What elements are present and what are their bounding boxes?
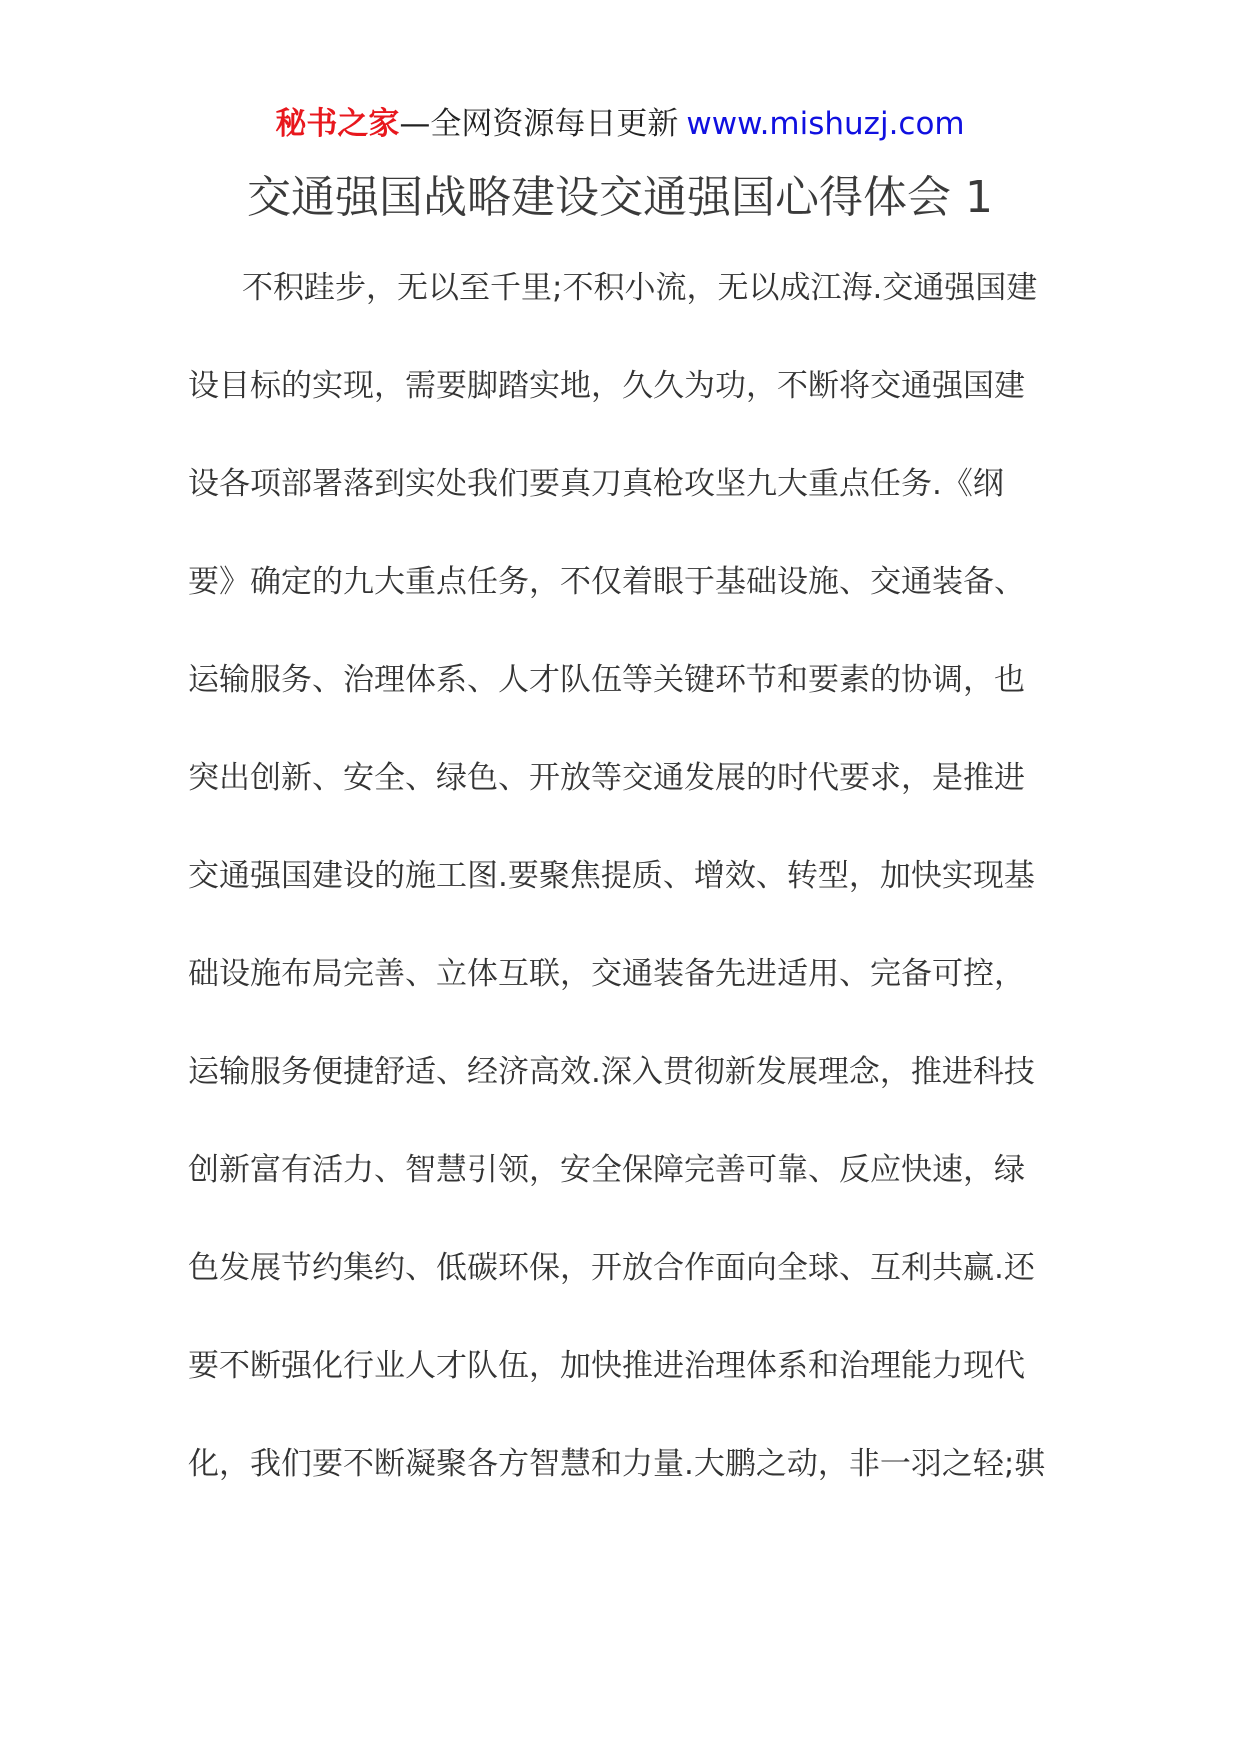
body-line: 要》确定的九大重点任务，不仅着眼于基础设施、交通装备、 bbox=[188, 564, 1025, 600]
site-header bbox=[0, 104, 1240, 144]
body-line: 运输服务便捷舒适、经济高效.深入贯彻新发展理念，推进科技 bbox=[188, 1054, 1035, 1090]
body-line: 交通强国建设的施工图.要聚焦提质、增效、转型，加快实现基 bbox=[188, 858, 1035, 894]
body-line: 不积跬步，无以至千里;不积小流，无以成江海.交通强国建 bbox=[242, 270, 1038, 306]
site-brand: 秘书之家 bbox=[275, 106, 400, 142]
document-body bbox=[188, 268, 1068, 1542]
body-line: 础设施布局完善、立体互联，交通装备先进适用、完备可控， bbox=[188, 956, 1025, 992]
body-line: 要不断强化行业人才队伍，加快推进治理体系和治理能力现代 bbox=[188, 1348, 1025, 1384]
body-line: 色发展节约集约、低碳环保，开放合作面向全球、互利共赢.还 bbox=[188, 1250, 1035, 1286]
body-line: 设目标的实现，需要脚踏实地，久久为功，不断将交通强国建 bbox=[188, 368, 1025, 404]
body-line: 运输服务、治理体系、人才队伍等关键环节和要素的协调，也 bbox=[188, 662, 1025, 698]
body-line: 设各项部署落到实处我们要真刀真枪攻坚九大重点任务.《纲 bbox=[188, 466, 1004, 502]
body-line: 化，我们要不断凝聚各方智慧和力量.大鹏之动，非一羽之轻;骐 bbox=[188, 1446, 1046, 1482]
document-title: 交通强国战略建设交通强国心得体会 1 bbox=[247, 172, 993, 223]
site-tagline: —全网资源每日更新 bbox=[399, 106, 679, 142]
body-line: 突出创新、安全、绿色、开放等交通发展的时代要求，是推进 bbox=[188, 760, 1025, 796]
body-line: 创新富有活力、智慧引领，安全保障完善可靠、反应快速，绿 bbox=[188, 1152, 1025, 1188]
site-url-link[interactable]: www.mishuzj.com bbox=[686, 106, 965, 142]
